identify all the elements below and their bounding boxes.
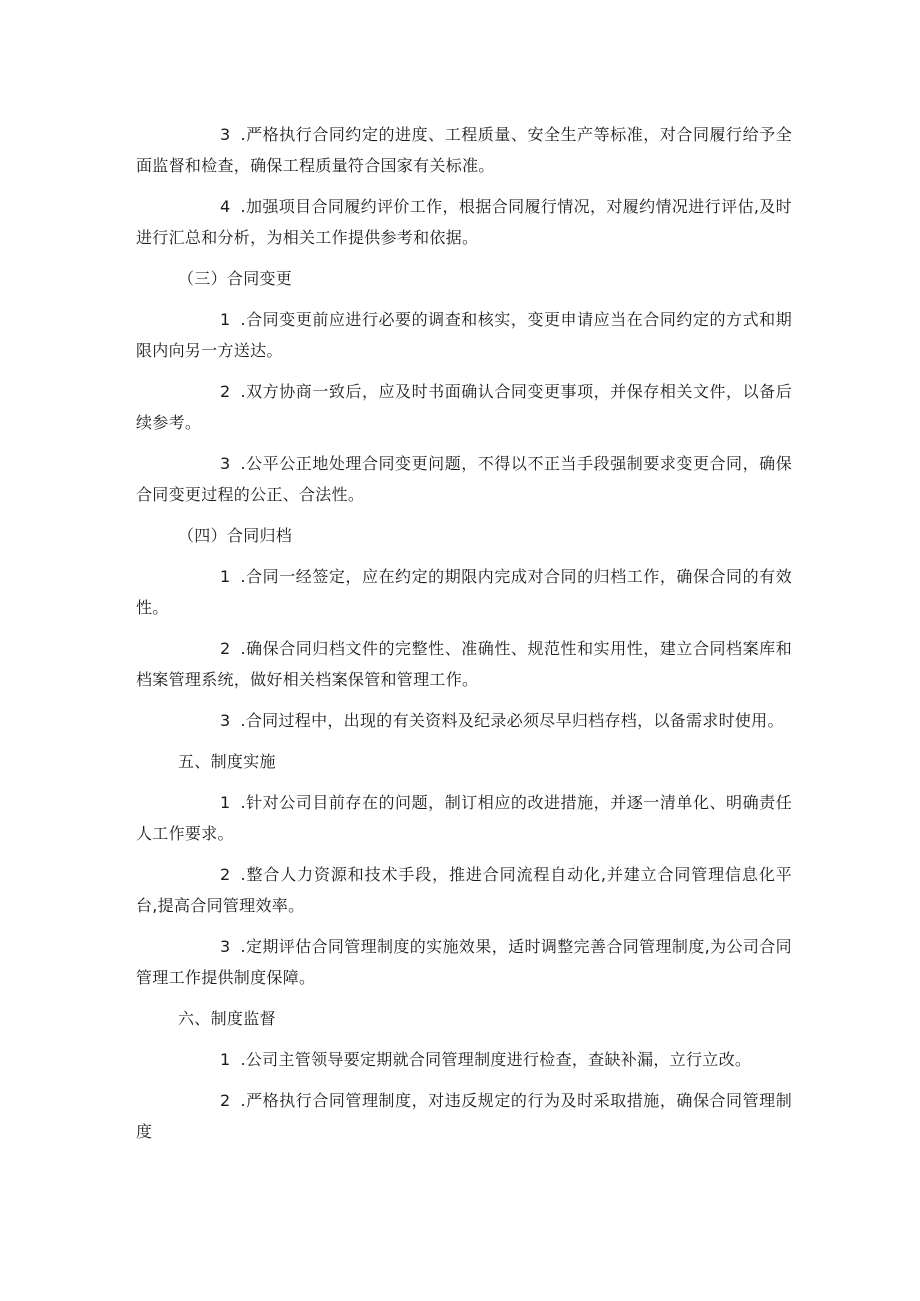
list-item [136,705,792,736]
item-number: 1 [220,310,231,329]
item-number: 2 [220,1091,231,1110]
item-number: 1 [220,567,231,586]
item-number: 3 [220,711,231,730]
item-number: 4 [220,197,231,216]
list-item [136,119,792,181]
item-text: .确保合同归档文件的完整性、准确性、规范性和实用性，建立合同档案库和档案管理系统，做好相关档案保管和管理工作。 [136,639,792,689]
section-heading: 五、制度实施 [178,752,276,771]
list-item [136,304,792,366]
item-number: 3 [220,454,231,473]
section-heading: （三）合同变更 [178,269,293,288]
item-number: 2 [220,865,231,884]
list-item [136,561,792,623]
list-item [136,1085,792,1147]
item-text: .严格执行合同管理制度，对违反规定的行为及时采取措施，确保合同管理制度 [136,1091,792,1141]
section-heading: 六、制度监督 [178,1009,276,1028]
item-number: 1 [220,793,231,812]
item-text: .公司主管领导要定期就合同管理制度进行检查，查缺补漏，立行立改。 [240,1050,752,1069]
item-number: 1 [220,1050,231,1069]
item-number: 2 [220,639,231,658]
item-number: 3 [220,937,231,956]
list-item [136,787,792,849]
section-heading: （四）合同归档 [178,526,293,545]
list-item [136,376,792,438]
item-number: 2 [220,382,231,401]
item-text: .合同变更前应进行必要的调查和核实，变更申请应当在合同约定的方式和期限内向另一方送达。 [136,310,792,360]
list-item [136,191,792,253]
document-body [136,119,792,1157]
item-text: .公平公正地处理合同变更问题，不得以不正当手段强制要求变更合同，确保合同变更过程的公正、合法性。 [136,454,792,504]
item-text: .双方协商一致后，应及时书面确认合同变更事项，并保存相关文件，以备后续参考。 [136,382,792,432]
list-item [136,859,792,921]
item-text: .定期评估合同管理制度的实施效果，适时调整完善合同管理制度,为公司合同管理工作提供制度保障。 [136,937,792,987]
item-text: .合同过程中，出现的有关资料及纪录必须尽早归档存档，以备需求时使用。 [240,711,784,730]
list-item [136,633,792,695]
item-text: .针对公司目前存在的问题，制订相应的改进措施，并逐一清单化、明确责任人工作要求。 [136,793,792,843]
list-item [136,1044,792,1075]
item-number: 3 [220,125,231,144]
item-text: .合同一经签定，应在约定的期限内完成对合同的归档工作，确保合同的有效性。 [136,567,792,617]
item-text: .加强项目合同履约评价工作，根据合同履行情况，对履约情况进行评估,及时进行汇总和分析，为相关工作提供参考和依据。 [136,197,792,247]
item-text: .严格执行合同约定的进度、工程质量、安全生产等标准，对合同履行给予全面监督和检查，确保工程质量符合国家有关标准。 [136,125,792,175]
list-item [136,448,792,510]
item-text: .整合人力资源和技术手段，推进合同流程自动化,并建立合同管理信息化平台,提高合同管理效率。 [136,865,792,915]
list-item [136,931,792,993]
